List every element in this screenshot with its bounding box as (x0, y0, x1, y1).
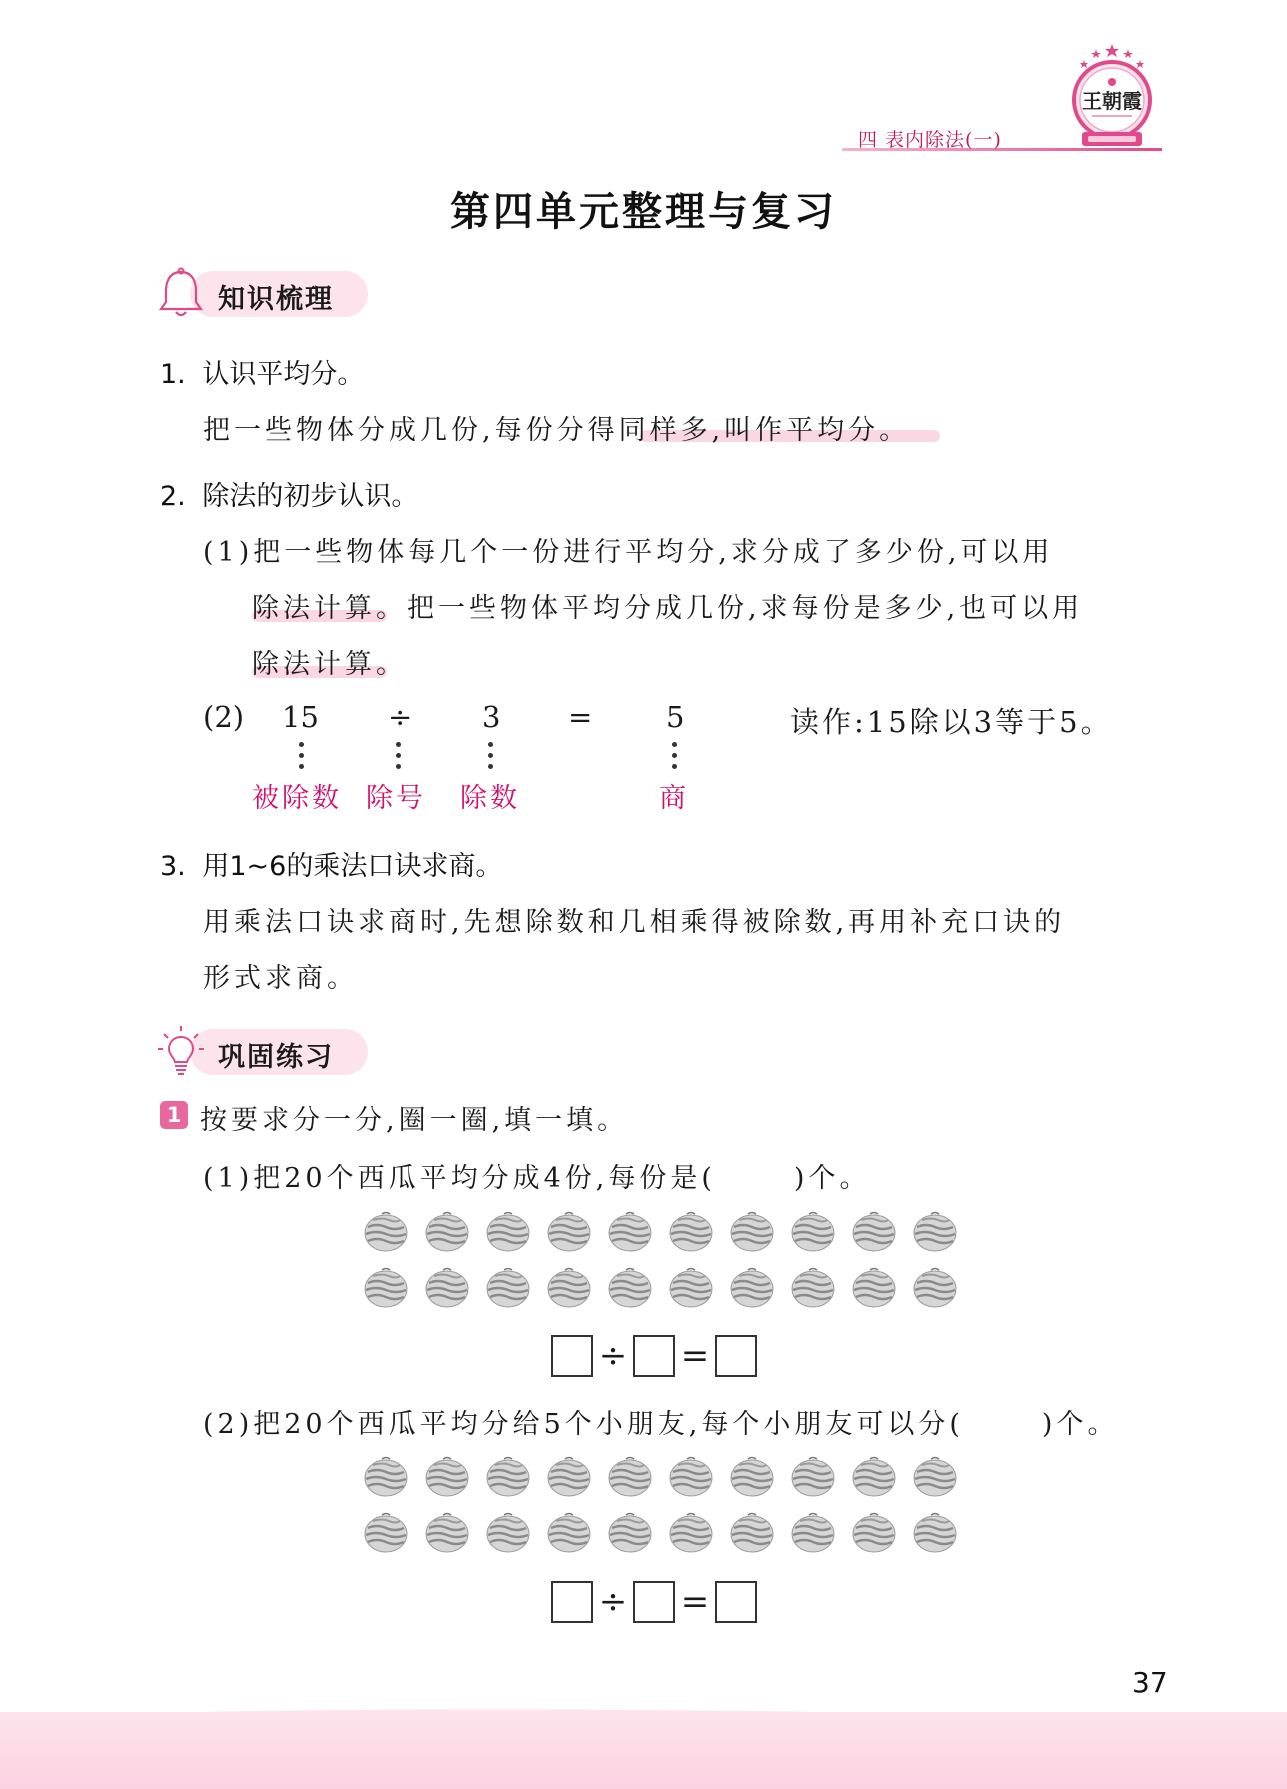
knowledge-text-1: 把一些物体分成几份,每份分得同样多,叫作平均分。 (203, 415, 911, 446)
knowledge-text-2-line-1: (1)把一些物体每几个一份进行平均分,求分成了多少份,可以用 (203, 537, 1054, 568)
watermelon-icon (423, 1209, 471, 1255)
exercise-instruction: 按要求分一分,圈一圈,填一填。 (200, 1105, 629, 1136)
watermelon-icon (545, 1510, 593, 1556)
watermelon-icon (789, 1265, 837, 1311)
equation-box-divisor[interactable] (633, 1581, 675, 1623)
watermelon-group-1[interactable] (362, 1209, 959, 1321)
watermelon-icon (728, 1265, 776, 1311)
equation-box-dividend[interactable] (551, 1335, 593, 1377)
equation-box-quotient[interactable] (715, 1581, 757, 1623)
equation-row-1 (551, 1335, 757, 1377)
watermelon-icon (606, 1454, 654, 1500)
dotted-connector (488, 742, 494, 775)
footer-band (0, 1712, 1287, 1789)
divide-sign: ÷ (598, 1336, 628, 1376)
watermelon-icon (423, 1454, 471, 1500)
watermelon-icon (484, 1265, 532, 1311)
watermelon-icon (911, 1209, 959, 1255)
watermelon-row (362, 1454, 959, 1500)
watermelon-icon (667, 1265, 715, 1311)
knowledge-text-2-line-3: 除法计算。 (252, 649, 407, 680)
read-as-text: 读作:15除以3等于5。 (790, 705, 1113, 739)
watermelon-icon (423, 1510, 471, 1556)
equation-box-quotient[interactable] (715, 1335, 757, 1377)
divide-sign: ÷ (388, 700, 413, 734)
watermelon-row (362, 1510, 959, 1556)
watermelon-icon (728, 1510, 776, 1556)
watermelon-icon (850, 1454, 898, 1500)
watermelon-icon (423, 1265, 471, 1311)
knowledge-text-3-line-1: 用乘法口诀求商时,先想除数和几相乘得被除数,再用补充口诀的 (203, 907, 1066, 938)
watermelon-icon (667, 1510, 715, 1556)
dotted-connector (299, 742, 305, 775)
watermelon-icon (789, 1510, 837, 1556)
knowledge-text-3-line-2: 形式求商。 (203, 963, 358, 994)
watermelon-icon (362, 1510, 410, 1556)
watermelon-icon (667, 1454, 715, 1500)
watermelon-icon (545, 1265, 593, 1311)
watermelon-icon (606, 1510, 654, 1556)
watermelon-icon (362, 1265, 410, 1311)
watermelon-icon (484, 1454, 532, 1500)
equation-box-divisor[interactable] (633, 1335, 675, 1377)
bell-icon (156, 266, 206, 320)
section-title-practice: 巩固练习 (218, 1042, 334, 1073)
watermelon-icon (728, 1454, 776, 1500)
watermelon-icon (789, 1454, 837, 1500)
watermelon-icon (850, 1265, 898, 1311)
watermelon-icon (545, 1454, 593, 1500)
knowledge-text-2-line-2: 除法计算。把一些物体平均分成几份,求每份是多少,也可以用 (252, 593, 1084, 624)
watermelon-icon (789, 1209, 837, 1255)
watermelon-row (362, 1209, 959, 1255)
page-number: 37 (1132, 1666, 1168, 1699)
chapter-title: 四 表内除法(一) (858, 129, 1002, 151)
watermelon-icon (728, 1209, 776, 1255)
dividend-label: 被除数 (252, 783, 342, 814)
exercise-number: 1 (160, 1101, 188, 1129)
equals-sign: = (568, 700, 593, 734)
brand-logo (1068, 42, 1156, 154)
dividend-value: 15 (282, 700, 319, 734)
watermelon-icon (545, 1209, 593, 1255)
knowledge-heading-3: 3. 用1~6的乘法口诀求商。 (160, 851, 503, 882)
equation-box-dividend[interactable] (551, 1581, 593, 1623)
dotted-connector (396, 742, 402, 775)
dotted-connector (672, 742, 678, 775)
watermelon-icon (484, 1510, 532, 1556)
divide-sign: ÷ (598, 1582, 628, 1622)
watermelon-icon (850, 1510, 898, 1556)
divisor-label: 除数 (460, 783, 520, 814)
watermelon-icon (911, 1454, 959, 1500)
quotient-value: 5 (666, 700, 685, 734)
quotient-label: 商 (659, 783, 689, 814)
question-2: (2)把20个西瓜平均分给5个小朋友,每个小朋友可以分( )个。 (203, 1409, 1119, 1440)
watermelon-group-2[interactable] (362, 1454, 959, 1566)
watermelon-icon (667, 1209, 715, 1255)
equation-row-2 (551, 1581, 757, 1623)
watermelon-icon (850, 1209, 898, 1255)
watermelon-icon (606, 1209, 654, 1255)
lightbulb-icon (156, 1024, 206, 1080)
section-title-knowledge: 知识梳理 (218, 284, 334, 315)
watermelon-icon (911, 1510, 959, 1556)
question-1: (1)把20个西瓜平均分成4份,每份是( )个。 (203, 1163, 871, 1194)
watermelon-icon (484, 1209, 532, 1255)
knowledge-heading-2: 2. 除法的初步认识。 (160, 481, 419, 512)
logo-text: 王朝霞 (1082, 89, 1142, 113)
divide-sign-label: 除号 (366, 783, 426, 814)
divisor-value: 3 (482, 700, 501, 734)
page-title: 第四单元整理与复习 (450, 189, 837, 235)
knowledge-heading-1: 1. 认识平均分。 (160, 359, 365, 390)
watermelon-icon (911, 1265, 959, 1311)
watermelon-row (362, 1265, 959, 1311)
watermelon-icon (606, 1265, 654, 1311)
division-part-label: (2) (203, 700, 245, 734)
equals-sign: = (680, 1582, 710, 1622)
equals-sign: = (680, 1336, 710, 1376)
watermelon-icon (362, 1454, 410, 1500)
watermelon-icon (362, 1209, 410, 1255)
